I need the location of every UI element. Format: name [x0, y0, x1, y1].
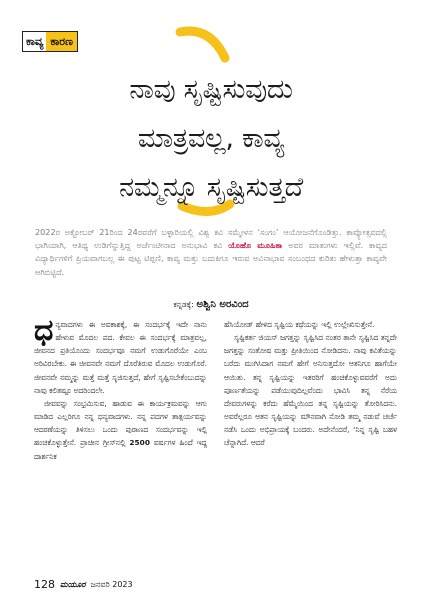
- page-footer: [34, 578, 133, 591]
- intro-text-part2: ಅವರ ಮಾತುಗಳು ಇಲ್ಲಿವೆ. ಕಾವ್ಯದ ವಿದ್ಯಾರ್ಥಿಗಳಿಗೆ ಪ್ರಿಯವಾಗಬಲ್ಲ ಈ ಪುಟ್ಟ ಟಿಪ್ಪಣಿ, ಕಾವ್ಯ ಮತ್ತು ಬದುಕಿಗೂ ಇರುವ ಅವಿನಾಭಾವ ಸಂಬಂಧದ ಕುರಿತು ಹೇಳುತ್ತಾ ಕಾವ್ಯವೇ ಆಗಿಬಿಟ್ಟಿದೆ.: [35, 240, 388, 277]
- byline-name: ಅಶ್ವಿನಿ ಅರವಿಂದ: [196, 299, 249, 310]
- article-headline: [30, 65, 392, 212]
- right-paragraph-2: ಸೃಷ್ಟಿಕರ್ತ ಜಿಯಸ್ ಜಗತ್ತನ್ನು ಸೃಷ್ಟಿಸಿದ ನಂತರ ತಾನೇ ಸೃಷ್ಟಿಸಿದ ತನ್ನದೇ ಜಗತ್ತನ್ನು ಸಂತೋಷ ಮತ್ತು ಪ್ರೀತಿಯಿಂದ ನೋಡಿದನು. ನಾವು ಕವಿತೆಯನ್ನು ಬರೆದು ಮುಗಿಸಿದಾಗ ನಮಗೆ ಹೇಗೆ ಅನಿಸುತ್ತದೋ ಆತನಿಗೂ ಹಾಗೆಯೇ ಆಯಿತು. ತನ್ನ ಸೃಷ್ಟಿಯನ್ನು ಇತರರಿಗೆ ಹಂಚಿಕೊಳ್ಳುವವರೆಗೆ ಅದು ಪೂರ್ಣತೆಯನ್ನು ಪಡೆಯುವುದಿಲ್ಲವೆಂದು ಭಾವಿಸಿ ತನ್ನ ನೆರೆಯ ದೇವರುಗಳನ್ನು ಕರೆದು ಹೆಮ್ಮೆಯಿಂದ ತನ್ನ ಸೃಷ್ಟಿಯನ್ನು ತೋರಿಸಿದನು. ಅವರೆಲ್ಲರೂ ಆತನ ಸೃಷ್ಟಿಯನ್ನು ಮೌನವಾಗಿ ನೋಡಿ ತಮ್ಮ ನಡುವೆ ಚರ್ಚೆ ನಡೆಸಿ ಒಂದು ಅಭಿಪ್ರಾಯಕ್ಕೆ ಬಂದರು. ಅದೇನೆಂದರೆ, ‘ನಿನ್ನ ಸೃಷ್ಟಿ ಬಹಳ ಚೆನ್ನಾಗಿದೆ. ಆದರೆ: [224, 333, 397, 448]
- translator-byline: [0, 299, 422, 310]
- issue-date: ಜನವರಿ 2023: [90, 579, 133, 589]
- left-paragraph-2-text-a: ಜೀವವನ್ನು ಸಂಭ್ರಮಿಸುವ, ಹಾಡುವ ಈ ಕಾರ್ಯಕ್ರಮವನ್ನು ಆಗು ಮಾಡಿದ ಎಲ್ಲರಿಗೂ ನನ್ನ ಧನ್ಯವಾದಗಳು. ನನ್ನ ಪದಗಳ ತಾತ್ಪರ್ಯವನ್ನು ಆದರಣೆಯನ್ನು ತಿಳಿಸಲು ಒಂದು ಪುರಾಣದ ಸಂದರ್ಭವನ್ನು ಇಲ್ಲಿ ಹಂಚಿಕೊಳ್ಳುತ್ತೇನೆ. ಪ್ರಾಚೀನ ಗ್ರೀಸ್‌ನಲ್ಲಿ: [34, 398, 207, 448]
- body-column-left: [34, 313, 208, 463]
- section-tag: [22, 31, 78, 52]
- left-paragraph-1-text: ನ್ಯವಾದಗಳು ಈ ಅವಕಾಶಕ್ಕೆ, ಈ ಸಂದರ್ಭಕ್ಕೆ ಇದೇ ನಾನು ಹೇಳುವ ಮೊದಲ ಪದ. ಕೇವಲ ಈ ಸಂದರ್ಭಕ್ಕೆ ಮಾತ್ರವಲ್ಲ, ಜೀವನದ ಪ್ರತಿಯೊಂದು ಸಂದರ್ಭವೂ ನಮಗೆ ಉಡುಗೊರೆಯೇ ಎಂಬ ಅರಿವಿರಬೇಕು. ಈ ಜೀವನವೇ ನಮಗೆ ದೊರೆತಿರುವ ಮೊದಲ ಉಡುಗೊರೆ. ಜೀವನವೇ ನಮ್ಮನ್ನು ಮತ್ತೆ ಮತ್ತೆ ಸೃಜಿಸುತ್ತದೆ, ಹೇಗೆ ಸೃಷ್ಟಿಸಬೇಕೆಂಬುದನ್ನು ನಾವು ಕಲಿತಷ್ಟೂ ಅದರಿಂದಲೇ.: [34, 320, 207, 395]
- left-paragraph-2-number: 2500: [129, 438, 150, 448]
- headline-line-3: ನಮ್ಮನ್ನೂ ಸೃಷ್ಟಿಸುತ್ತದೆ: [119, 172, 303, 203]
- drop-cap: ಧ: [34, 313, 54, 348]
- section-tag-word2: ಕಾರಣ: [46, 32, 76, 51]
- headline-line-1: ನಾವು ಸೃಷ್ಟಿಸುವುದು: [129, 74, 293, 105]
- left-paragraph-2-text-b: ವರ್ಷಗಳ ಹಿಂದೆ ಇದ್ದ ದಾರ್ಶನಿಕ: [34, 438, 208, 461]
- left-paragraph-1: [34, 313, 207, 397]
- intro-poet-name: ಯೊಹೊ ಮೂಹಿಕಾ: [228, 240, 283, 251]
- left-paragraph-2: [34, 397, 207, 463]
- body-column-right: [224, 318, 397, 450]
- page-number: 128: [34, 578, 55, 591]
- article-intro: [35, 226, 387, 279]
- headline-line-2: ಮಾತ್ರವಲ್ಲ, ಕಾವ್ಯ: [137, 123, 285, 154]
- right-paragraph-1: ಹೆಸಿಯೋಡ್ ಹೇಳಿದ ಸೃಷ್ಟಿಯ ಕಥೆಯನ್ನು ಇಲ್ಲಿ ಉಲ್ಲೇಖಿಸುತ್ತೇನೆ.: [224, 320, 375, 329]
- intro-text-part1: 2022ರ ಅಕ್ಟೋಬರ್ 21ರಿಂದ 24ರವರೆಗೆ ಬಳ್ಳಾರಿಯಲ್ಲಿ ವಿಶ್ವ ಕವಿ ಸಮ್ಮೇಳನ ‘ಸಂಗಂ’ ಆಯೋಜನೆಗೊಂಡಿತ್ತು. ಕಾವ್ಯೋತ್ಸವದಲ್ಲಿ ಭಾಗಿಯಾಗಿ, ಆತಿಥ್ಯ ಉಡಿಗೆನ್ನುತ್ತಿದ್ದ ಅರ್ಜೆಂಟೀನಾದ ಅನುಭಾವಿ ಕವಿ: [35, 227, 387, 251]
- magazine-name: ಮಯೂರ: [60, 579, 86, 589]
- section-tag-word1: ಕಾವ್ಯ: [23, 32, 46, 51]
- byline-label: ಕನ್ನಡಕ್ಕೆ:: [173, 300, 194, 309]
